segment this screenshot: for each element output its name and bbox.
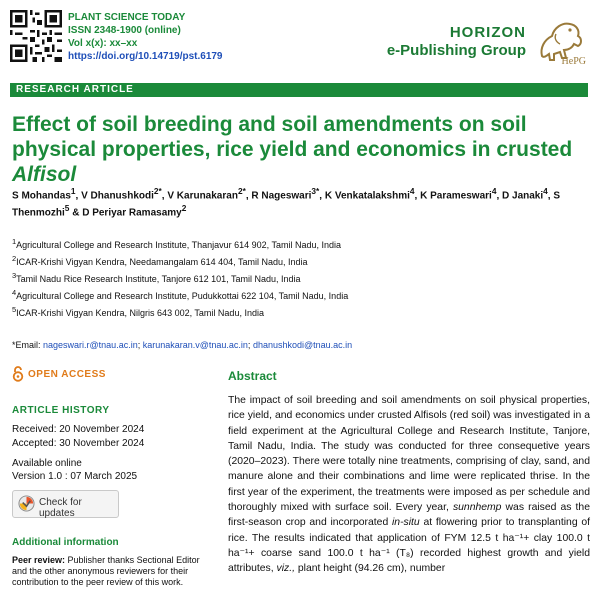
email-link-3[interactable]: dhanushkodi@tnau.ac.in xyxy=(252,340,353,350)
email-link-1[interactable]: nageswari.r@tnau.ac.in xyxy=(43,340,138,350)
author-affiliation-marker: 5 xyxy=(64,203,70,214)
author-affiliation-marker: 3* xyxy=(311,186,320,196)
author-name: V Dhanushkodi xyxy=(81,190,154,202)
open-access-icon xyxy=(12,366,24,382)
check-updates-label: Check for updates xyxy=(39,497,82,519)
version-date: Version 1.0 : 07 March 2025 xyxy=(12,471,138,482)
abstract-body: The impact of soil breeding and soil amendments on soil physical properties, rice yield, and economics under crusted Alfisols (red soil) was investigated in a field experiment at the Agricultural College and Research Institute, Tanjore, Tamil Nadu, India. The study was conducted for three consequetive years (2020–2023). There were totally nine treatments, comprising of clay, sand, and manure alone and their combinations and lime were replicated thrise. In the first year of the experiment, the treatments were imposed as per schedule and thoroughly mixed with surface soil. Every year, sunnhemp was raised as the first-season crop and incorporated in-situ at flowering prior to transplanting of rice. The results indicated that application of FYM 12.5 t ha⁻¹+ clay 100.0 t ha⁻¹+ coarse sand 100.0 t ha⁻¹ (T₈) recorded highest growth and yield attributes, viz., plant height (94.26 cm), number xyxy=(228,395,590,575)
author-list: S Mohandas$^1$, V Dhanushkodi$^{2*}$, V Karunakaran$^{2*}$, R Nageswari$^{3*}$, K Venkatalakshmi$^4$, K Parameswari$^4$, D Janaki$^4$, S Thenmozhi$^5$ & D Periyar Ramasamy$^2$ xyxy=(12,186,561,219)
author-affiliation-marker: 2 xyxy=(181,203,187,214)
author-affiliation-marker: 2* xyxy=(153,186,162,196)
affiliation-4: $^4$Agricultural College and Research Institute, Pudukkottai 622 104, Tamil Nadu, India xyxy=(12,288,349,301)
check-updates-icon xyxy=(18,495,35,512)
author-affiliation-marker: 4 xyxy=(409,186,415,196)
peer-review-note: Peer review: Publisher thanks Sectional Editor and the other anonymous reviewers for their contribution to the peer review of this work. xyxy=(12,555,200,587)
publisher-name: HORIZON xyxy=(449,24,526,41)
affiliation-2: $^2$ICAR-Krishi Vigyan Kendra, Needamangalam 614 404, Tamil Nadu, India xyxy=(12,254,308,267)
accepted-date: Accepted: 30 November 2024 xyxy=(12,438,145,449)
author-affiliation-marker: 2* xyxy=(237,186,246,196)
author-affiliation-marker: 1 xyxy=(70,186,76,196)
email-link-2[interactable]: karunakaran.v@tnau.ac.in xyxy=(142,340,248,350)
author-name: S Thenmozhi xyxy=(12,190,561,219)
affiliation-1: $^1$Agricultural College and Research Institute, Thanjavur 614 902, Tamil Nadu, India xyxy=(12,237,342,250)
received-date: Received: 20 November 2024 xyxy=(12,424,145,435)
title-main: Effect of soil breeding and soil amendments on soil physical properties, rice yield and economics in crusted xyxy=(12,113,573,161)
author-name: R Nageswari xyxy=(251,190,312,202)
article-title xyxy=(12,112,592,187)
available-online: Available online xyxy=(12,458,82,469)
author-name: K Parameswari xyxy=(420,190,492,202)
qr-code-icon xyxy=(10,10,62,62)
publisher-logo-text: HePG xyxy=(561,56,586,67)
author-name: D Periyar Ramasamy xyxy=(82,207,182,219)
check-for-updates-button[interactable] xyxy=(12,490,119,518)
publisher-subtitle: e-Publishing Group xyxy=(386,42,526,59)
abstract-title: Abstract xyxy=(228,369,277,383)
volume: Vol x(x): xx–xx xyxy=(68,38,138,49)
author-name: K Venkatalakshmi xyxy=(324,190,410,202)
author-affiliation-marker: 4 xyxy=(543,186,548,196)
article-history-title: ARTICLE HISTORY xyxy=(12,405,110,416)
article-type: RESEARCH ARTICLE xyxy=(16,84,134,95)
doi-line xyxy=(68,50,223,63)
journal-name: PLANT SCIENCE TODAY xyxy=(68,12,186,23)
author-name: V Karunakaran xyxy=(167,190,238,202)
affiliation-3: $^3$Tamil Nadu Rice Research Institute, Tanjore 612 101, Tamil Nadu, India xyxy=(12,271,301,284)
issn: ISSN 2348-1900 (online) xyxy=(68,25,181,36)
author-name: D Janaki xyxy=(502,190,544,202)
author-affiliation-marker: 4 xyxy=(491,186,497,196)
author-name: S Mohandas xyxy=(12,190,71,202)
additional-info-title: Additional information xyxy=(12,537,119,548)
corresponding-email: *Email: nageswari.r@tnau.ac.in; karunakaran.v@tnau.ac.in; dhanushkodi@tnau.ac.in xyxy=(12,340,353,350)
doi-link[interactable]: https://doi.org/10.14719/pst.6179 xyxy=(68,51,223,62)
title-italic: Alfisol xyxy=(12,163,77,186)
open-access-label: OPEN ACCESS xyxy=(28,369,106,380)
affiliation-5: $^5$ICAR-Krishi Vigyan Kendra, Nilgris 643 002, Tamil Nadu, India xyxy=(12,305,264,318)
